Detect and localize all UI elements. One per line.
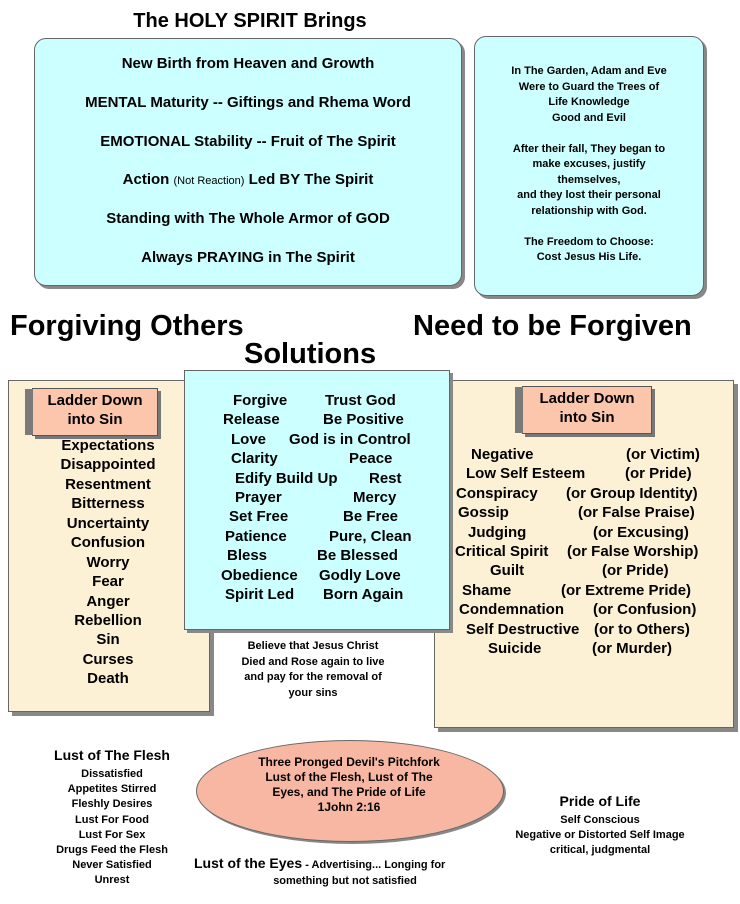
pitchfork-line-2: Lust of the Flesh, Lust of The bbox=[265, 770, 433, 784]
solutions-row bbox=[185, 489, 449, 508]
left-ladder-item: Bitterness bbox=[71, 495, 145, 513]
solutions-heading: Solutions bbox=[244, 338, 377, 370]
right-ladder-tag: Ladder Down into Sin bbox=[522, 386, 652, 434]
solution-left-item: Set Free bbox=[229, 508, 289, 526]
right-ladder-alt: (or Group Identity) bbox=[566, 484, 698, 502]
solutions-row bbox=[185, 547, 449, 566]
lust-flesh-item: Unrest bbox=[94, 874, 130, 887]
right-ladder-item: Low Self Esteem bbox=[466, 465, 586, 483]
left-ladder-item: Sin bbox=[96, 631, 120, 649]
spirit-line-mental: MENTAL Maturity -- Giftings and Rhema Word bbox=[85, 93, 411, 111]
pride-life-item: Self Conscious bbox=[560, 814, 640, 826]
solution-left-item: Edify Build Up bbox=[235, 469, 338, 487]
pride-life-title: Pride of Life bbox=[559, 793, 641, 809]
pitchfork-text bbox=[196, 755, 502, 815]
garden-box bbox=[474, 36, 704, 296]
right-ladder-item: Gossip bbox=[458, 504, 509, 522]
lust-eyes-line bbox=[194, 855, 445, 873]
lust-flesh-title: Lust of The Flesh bbox=[54, 747, 170, 763]
spirit-action-small: (Not Reaction) bbox=[173, 175, 245, 188]
solutions-row bbox=[185, 586, 449, 605]
spirit-line-action bbox=[35, 161, 461, 200]
left-ladder-item: Rebellion bbox=[74, 611, 142, 629]
solution-left-item: Patience bbox=[225, 527, 287, 545]
solution-left-item: Prayer bbox=[235, 489, 282, 506]
pride-life-item: Negative or Distorted Self Image bbox=[515, 829, 685, 842]
right-ladder-item: Shame bbox=[462, 581, 512, 599]
right-ladder-item: Negative bbox=[471, 446, 534, 463]
right-ladder-item: Judging bbox=[468, 523, 527, 541]
lust-flesh-list bbox=[30, 767, 194, 889]
left-ladder-item: Worry bbox=[86, 553, 130, 571]
right-ladder-item: Suicide bbox=[488, 640, 542, 657]
left-ladder-item: Death bbox=[87, 670, 129, 688]
solutions-row bbox=[185, 411, 449, 430]
left-ladder-item: Confusion bbox=[70, 534, 146, 552]
solutions-row bbox=[185, 508, 449, 527]
solutions-row bbox=[185, 528, 449, 547]
left-ladder-list bbox=[8, 436, 208, 689]
solution-left-item: Love bbox=[231, 430, 267, 448]
solutions-row bbox=[185, 470, 449, 489]
need-to-be-forgiven-heading: Need to be Forgiven bbox=[413, 310, 692, 342]
right-ladder-alt: (or Excusing) bbox=[593, 523, 689, 541]
solution-right-item: Be Blessed bbox=[317, 547, 398, 565]
solution-right-item: Be Free bbox=[343, 508, 399, 526]
lust-flesh-item: Lust For Sex bbox=[78, 828, 146, 841]
spirit-line-new-birth: New Birth from Heaven and Growth bbox=[121, 55, 375, 72]
lust-flesh-item: Fleshly Desires bbox=[71, 798, 153, 811]
solution-left-item: Release bbox=[223, 411, 280, 429]
right-ladder-alt: (or Murder) bbox=[592, 640, 672, 657]
solution-left-item: Clarity bbox=[231, 450, 278, 468]
spirit-line-emotional: EMOTIONAL Stability -- Fruit of The Spirit bbox=[100, 132, 396, 150]
pride-life-item: critical, judgmental bbox=[549, 844, 651, 857]
solution-left-item: Forgive bbox=[233, 392, 288, 409]
pitchfork-line-3: Eyes, and The Pride of Life bbox=[272, 785, 426, 799]
spirit-line-armor: Standing with The Whole Armor of GOD bbox=[106, 210, 390, 228]
solutions-row bbox=[185, 567, 449, 586]
lust-eyes-title: Lust of the Eyes bbox=[194, 855, 303, 871]
solutions-row bbox=[185, 431, 449, 450]
left-ladder-item: Uncertainty bbox=[66, 514, 150, 532]
holy-spirit-brings-box bbox=[34, 38, 462, 286]
lust-flesh-item: Appetites Stirred bbox=[67, 783, 157, 796]
left-ladder-item: Fear bbox=[92, 573, 124, 591]
right-ladder-item: Conspiracy bbox=[456, 484, 538, 502]
right-ladder-alt: (or False Worship) bbox=[567, 543, 699, 560]
right-ladder-item: Self Destructive bbox=[466, 620, 580, 638]
solution-left-item: Bless bbox=[227, 547, 268, 565]
solution-right-item: Godly Love bbox=[319, 566, 401, 584]
lust-flesh-item: Never Satisfied bbox=[72, 859, 152, 872]
solution-right-item: Trust God bbox=[325, 392, 396, 409]
holy-spirit-title: The HOLY SPIRIT Brings bbox=[133, 10, 367, 32]
solution-right-item: Peace bbox=[349, 450, 393, 468]
lust-eyes-rest: - Advertising... Longing for bbox=[302, 859, 446, 871]
garden-text: In The Garden, Adam and Eve Were to Guard the Trees of Life Knowledge Good and Evil After their fall, They began to make excuses, justify themselves, and they lost their personal relationship with God. The Freedom to Choose: Cost Jesus His Life. bbox=[511, 65, 667, 263]
right-ladder-alt: (or Pride) bbox=[625, 465, 692, 483]
solution-left-item: Obedience bbox=[221, 566, 298, 584]
left-ladder-item: Curses bbox=[82, 650, 134, 668]
pitchfork-line-4: 1John 2:16 bbox=[317, 800, 381, 814]
solution-right-item: Rest bbox=[369, 469, 402, 487]
solutions-row bbox=[185, 392, 449, 411]
right-ladder-item: Critical Spirit bbox=[455, 543, 549, 560]
right-ladder-alt: (or Victim) bbox=[626, 446, 700, 463]
right-ladder-alt: (or to Others) bbox=[594, 620, 690, 638]
lust-flesh-item: Dissatisfied bbox=[81, 768, 143, 780]
left-ladder-item: Resentment bbox=[65, 475, 151, 493]
solution-right-item: God is in Control bbox=[289, 430, 411, 448]
left-ladder-item: Anger bbox=[86, 592, 130, 610]
left-ladder-tag: Ladder Down into Sin bbox=[32, 388, 158, 436]
pitchfork-line-1: Three Pronged Devil's Pitchfork bbox=[258, 755, 440, 769]
right-ladder-alt: (or Extreme Pride) bbox=[561, 581, 692, 599]
solutions-row bbox=[185, 450, 449, 469]
spirit-line-praying: Always PRAYING in The Spirit bbox=[141, 248, 355, 266]
solution-right-item: Pure, Clean bbox=[329, 527, 412, 545]
lust-eyes-line2: something but not satisfied bbox=[273, 875, 417, 887]
solution-right-item: Mercy bbox=[353, 489, 397, 506]
forgiving-others-heading: Forgiving Others bbox=[10, 310, 244, 342]
lust-flesh-item: Lust For Food bbox=[75, 813, 149, 826]
solutions-box bbox=[184, 370, 450, 630]
spirit-action-b: Led BY The Spirit bbox=[244, 171, 374, 189]
right-ladder-item: Guilt bbox=[490, 562, 525, 580]
spirit-action-a: Action bbox=[122, 171, 174, 189]
solution-right-item: Born Again bbox=[323, 586, 404, 603]
believe-text: Believe that Jesus Christ Died and Rose again to live and pay for the removal of your sins bbox=[241, 640, 385, 699]
right-ladder-alt: (or Confusion) bbox=[593, 601, 697, 619]
lust-flesh-item: Drugs Feed the Flesh bbox=[56, 844, 168, 857]
right-ladder-alt: (or Pride) bbox=[602, 562, 669, 580]
pride-life-list bbox=[490, 813, 710, 859]
solution-left-item: Spirit Led bbox=[225, 586, 295, 603]
left-ladder-item: Expectations bbox=[61, 437, 155, 454]
solution-right-item: Be Positive bbox=[323, 411, 404, 429]
left-ladder-item: Disappointed bbox=[60, 456, 156, 474]
right-ladder-item: Condemnation bbox=[459, 601, 564, 619]
right-ladder-alt: (or False Praise) bbox=[578, 504, 695, 522]
